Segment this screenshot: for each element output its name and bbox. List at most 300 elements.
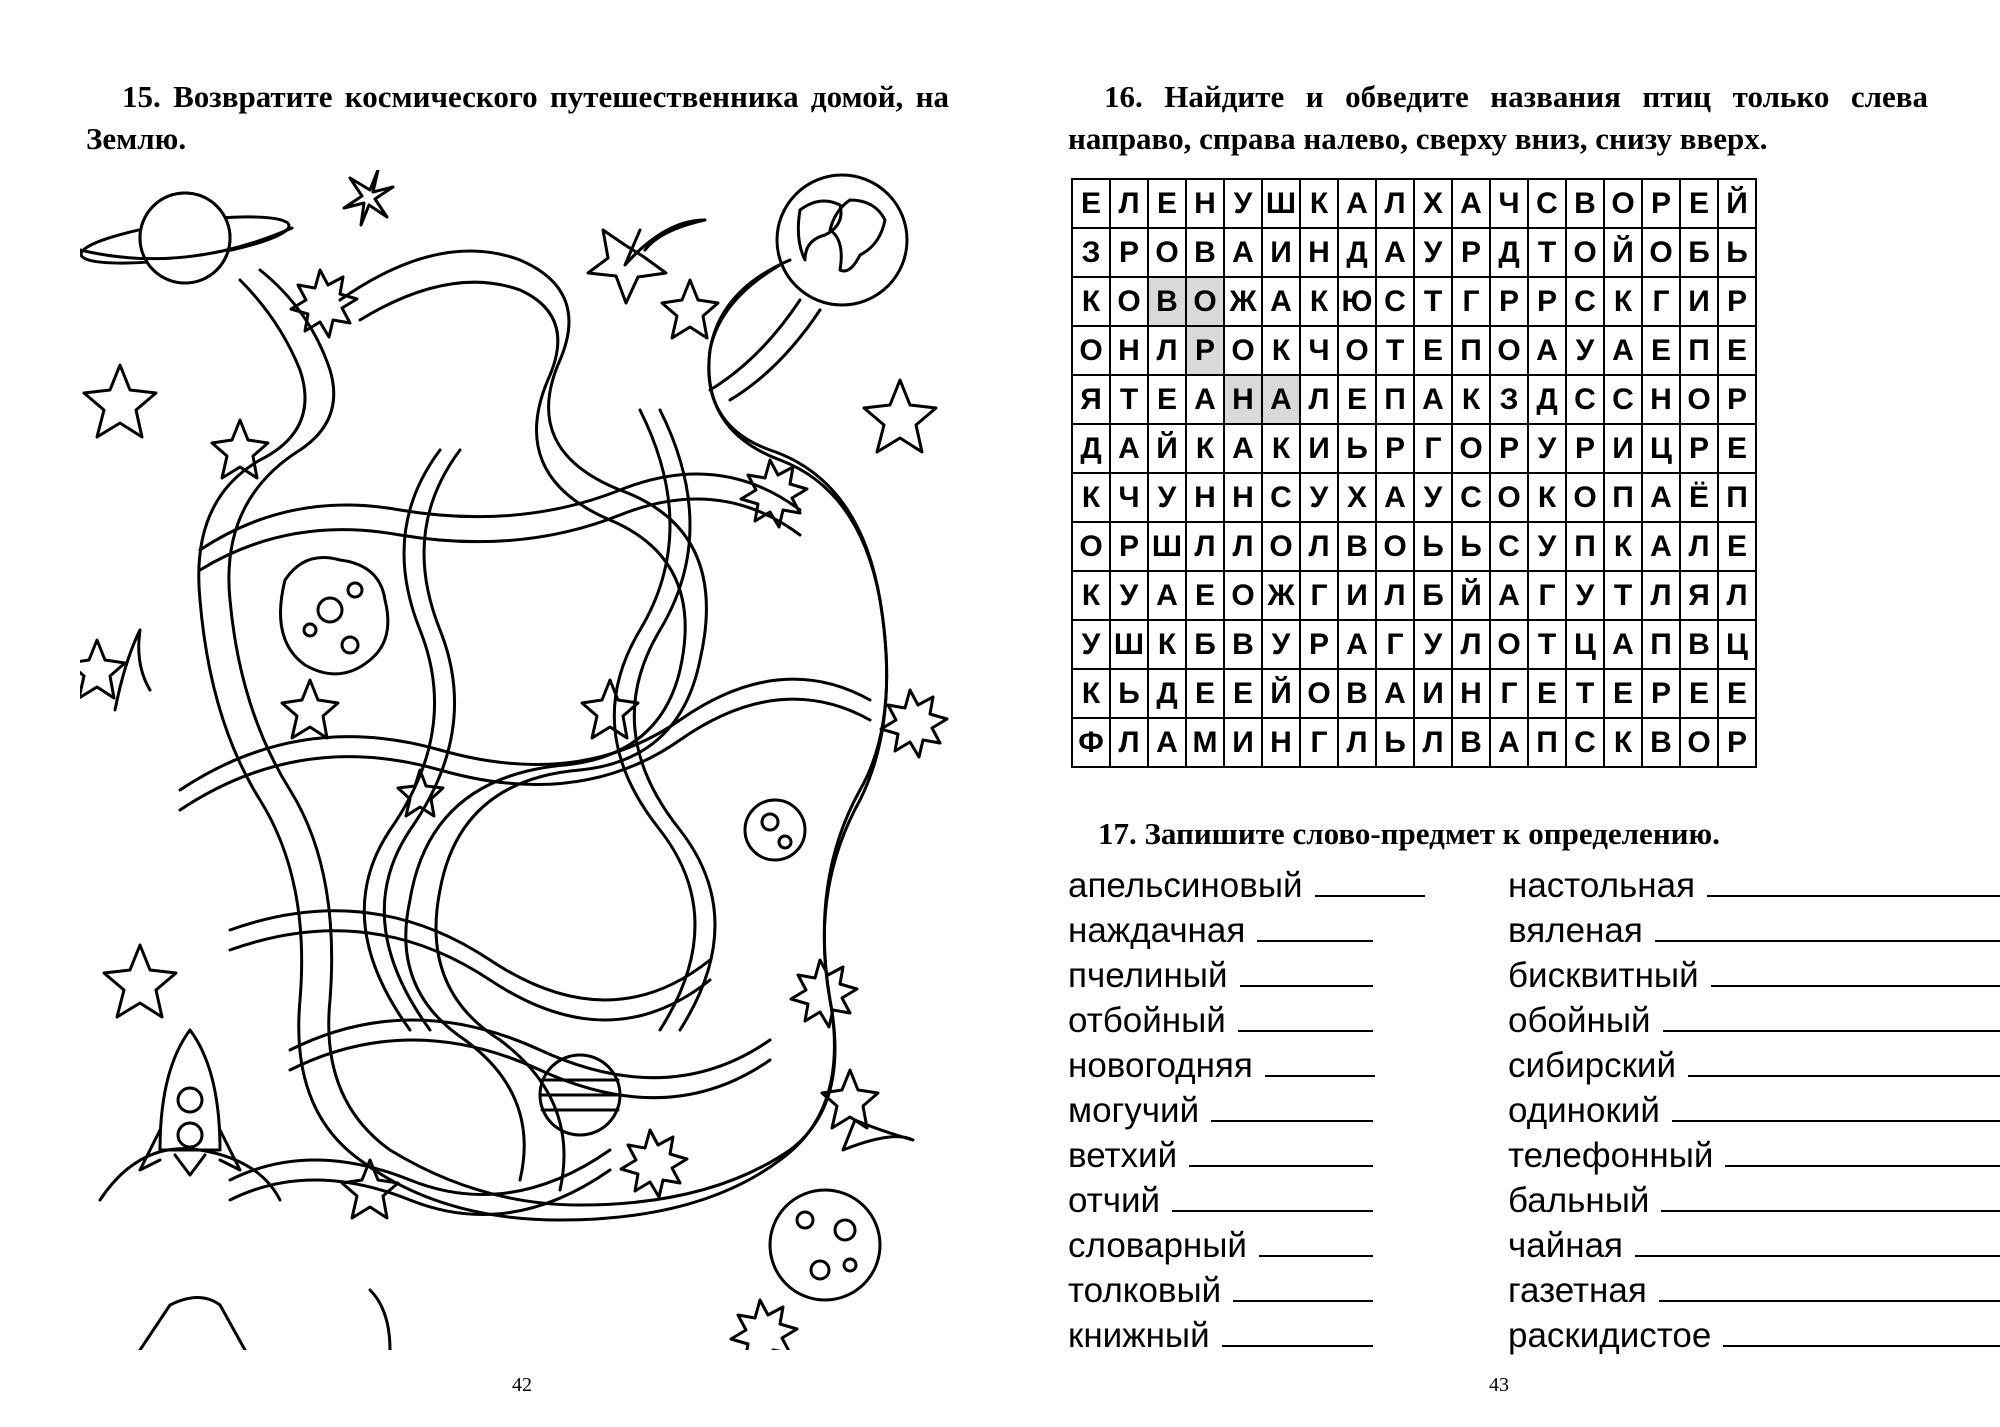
grid-cell[interactable]: К bbox=[1300, 277, 1338, 326]
grid-cell[interactable]: З bbox=[1490, 375, 1528, 424]
spotted-planet-icon bbox=[770, 1190, 880, 1300]
grid-cell[interactable]: А bbox=[1224, 228, 1262, 277]
grid-cell[interactable]: Ь bbox=[1338, 424, 1376, 473]
answer-line[interactable] bbox=[1211, 1090, 1373, 1122]
grid-cell[interactable]: И bbox=[1604, 424, 1642, 473]
grid-cell[interactable]: Г bbox=[1642, 277, 1680, 326]
definition-row bbox=[1508, 953, 2000, 998]
grid-cell[interactable]: В bbox=[1452, 718, 1490, 767]
definition-row bbox=[1508, 1043, 2000, 1088]
grid-cell[interactable]: У bbox=[1528, 522, 1566, 571]
grid-cell[interactable]: Й bbox=[1452, 571, 1490, 620]
grid-cell[interactable]: В bbox=[1224, 620, 1262, 669]
definition-row bbox=[1068, 1088, 1425, 1133]
grid-cell[interactable]: Л bbox=[1718, 571, 1756, 620]
grid-cell[interactable]: Р bbox=[1110, 522, 1148, 571]
answer-line[interactable] bbox=[1222, 1315, 1373, 1347]
grid-cell[interactable]: С bbox=[1566, 375, 1604, 424]
rocket-icon bbox=[100, 1030, 280, 1200]
definition-word: толковый bbox=[1068, 1271, 1222, 1310]
grid-cell[interactable]: Д bbox=[1528, 375, 1566, 424]
grid-cell[interactable]: И bbox=[1338, 571, 1376, 620]
grid-cell[interactable]: С bbox=[1528, 179, 1566, 228]
grid-cell[interactable]: Б bbox=[1186, 620, 1224, 669]
answer-line[interactable] bbox=[1240, 955, 1373, 987]
answer-line[interactable] bbox=[1257, 910, 1373, 942]
grid-cell[interactable]: Г bbox=[1300, 571, 1338, 620]
definition-word: обойный bbox=[1508, 1001, 1651, 1040]
grid-cell[interactable]: О bbox=[1300, 669, 1338, 718]
grid-cell[interactable]: П bbox=[1718, 473, 1756, 522]
grid-cell[interactable]: Е bbox=[1528, 669, 1566, 718]
grid-cell[interactable]: Е bbox=[1718, 669, 1756, 718]
grid-cell[interactable]: А bbox=[1490, 571, 1528, 620]
grid-row bbox=[1072, 179, 1756, 228]
grid-cell[interactable]: О bbox=[1110, 277, 1148, 326]
task-16-title: 16. Найдите и обведите названия птиц только слева направо, справа налево, сверху вниз, снизу вверх. bbox=[1068, 79, 1928, 156]
grid-cell[interactable]: Р bbox=[1718, 375, 1756, 424]
answer-line[interactable] bbox=[1315, 865, 1425, 897]
grid-cell[interactable]: К bbox=[1528, 473, 1566, 522]
definition-row bbox=[1068, 998, 1425, 1043]
grid-cell[interactable]: А bbox=[1376, 473, 1414, 522]
grid-cell[interactable]: Т bbox=[1528, 228, 1566, 277]
grid-cell[interactable]: Й bbox=[1148, 424, 1186, 473]
grid-cell[interactable]: К bbox=[1148, 620, 1186, 669]
grid-cell[interactable]: Е bbox=[1072, 179, 1110, 228]
grid-cell[interactable]: У bbox=[1262, 620, 1300, 669]
grid-cell[interactable]: У bbox=[1566, 326, 1604, 375]
answer-line[interactable] bbox=[1725, 1135, 2000, 1167]
definitions-left-column bbox=[1068, 863, 1425, 1358]
grid-cell[interactable]: С bbox=[1604, 375, 1642, 424]
grid-cell[interactable]: Ц bbox=[1566, 620, 1604, 669]
comet-icon bbox=[625, 220, 705, 265]
grid-cell[interactable]: О bbox=[1224, 326, 1262, 375]
definition-row bbox=[1508, 1088, 2000, 1133]
grid-cell[interactable]: Е bbox=[1186, 571, 1224, 620]
grid-cell[interactable]: С bbox=[1566, 277, 1604, 326]
grid-cell[interactable]: П bbox=[1680, 326, 1718, 375]
grid-cell[interactable]: О bbox=[1186, 277, 1224, 326]
definition-word: новогодняя bbox=[1068, 1046, 1253, 1085]
grid-cell[interactable]: Е bbox=[1680, 179, 1718, 228]
grid-cell[interactable]: К bbox=[1262, 424, 1300, 473]
grid-cell[interactable]: Ц bbox=[1718, 620, 1756, 669]
grid-row bbox=[1072, 375, 1756, 424]
grid-cell[interactable]: Ё bbox=[1680, 473, 1718, 522]
grid-cell[interactable]: Ф bbox=[1072, 718, 1110, 767]
grid-cell[interactable]: Ь bbox=[1414, 522, 1452, 571]
grid-cell[interactable]: Л bbox=[1110, 718, 1148, 767]
grid-cell[interactable]: В bbox=[1566, 179, 1604, 228]
grid-cell[interactable]: Р bbox=[1528, 277, 1566, 326]
answer-line[interactable] bbox=[1189, 1135, 1373, 1167]
grid-cell[interactable]: Ж bbox=[1262, 571, 1300, 620]
grid-cell[interactable]: Р bbox=[1566, 424, 1604, 473]
grid-cell[interactable]: Г bbox=[1376, 620, 1414, 669]
grid-cell[interactable]: К bbox=[1072, 473, 1110, 522]
grid-cell[interactable]: Й bbox=[1604, 228, 1642, 277]
grid-cell[interactable]: Н bbox=[1186, 473, 1224, 522]
grid-cell[interactable]: Н bbox=[1224, 473, 1262, 522]
grid-cell[interactable]: О bbox=[1452, 424, 1490, 473]
grid-cell[interactable]: О bbox=[1224, 571, 1262, 620]
answer-line[interactable] bbox=[1259, 1225, 1373, 1257]
grid-cell[interactable]: Л bbox=[1376, 179, 1414, 228]
grid-cell[interactable]: Е bbox=[1148, 375, 1186, 424]
grid-cell[interactable]: Б bbox=[1414, 571, 1452, 620]
grid-cell[interactable]: О bbox=[1072, 326, 1110, 375]
grid-cell[interactable]: Т bbox=[1414, 277, 1452, 326]
grid-cell[interactable]: К bbox=[1604, 522, 1642, 571]
definition-word: бисквитный bbox=[1508, 956, 1699, 995]
grid-cell[interactable]: А bbox=[1452, 179, 1490, 228]
grid-cell[interactable]: Д bbox=[1338, 228, 1376, 277]
grid-cell[interactable]: С bbox=[1452, 473, 1490, 522]
burst-icon bbox=[881, 690, 947, 757]
star-icon bbox=[104, 945, 176, 1017]
grid-cell[interactable]: О bbox=[1490, 620, 1528, 669]
grid-cell[interactable]: В bbox=[1642, 718, 1680, 767]
grid-row bbox=[1072, 473, 1756, 522]
grid-cell[interactable]: Ж bbox=[1224, 277, 1262, 326]
grid-cell[interactable]: С bbox=[1490, 522, 1528, 571]
grid-cell[interactable]: Л bbox=[1110, 179, 1148, 228]
grid-cell[interactable]: Р bbox=[1186, 326, 1224, 375]
definition-word: телефонный bbox=[1508, 1136, 1714, 1175]
grid-cell[interactable]: Л bbox=[1300, 522, 1338, 571]
task-15-title: 15. Возвратите космического путешественника домой, на Землю. bbox=[86, 79, 949, 156]
grid-cell[interactable]: Д bbox=[1072, 424, 1110, 473]
definition-row bbox=[1068, 908, 1425, 953]
grid-cell[interactable]: О bbox=[1680, 375, 1718, 424]
grid-cell[interactable]: Г bbox=[1528, 571, 1566, 620]
definition-row bbox=[1508, 998, 2000, 1043]
grid-cell[interactable]: А bbox=[1490, 718, 1528, 767]
grid-cell[interactable]: О bbox=[1680, 718, 1718, 767]
grid-cell[interactable]: Е bbox=[1680, 669, 1718, 718]
grid-cell[interactable]: В bbox=[1338, 522, 1376, 571]
grid-cell[interactable]: Е bbox=[1224, 669, 1262, 718]
star-icon bbox=[662, 280, 718, 338]
grid-cell[interactable]: Е bbox=[1148, 179, 1186, 228]
grid-cell[interactable]: О bbox=[1566, 228, 1604, 277]
grid-cell[interactable]: В bbox=[1338, 669, 1376, 718]
grid-row bbox=[1072, 620, 1756, 669]
grid-cell[interactable]: С bbox=[1262, 473, 1300, 522]
grid-cell[interactable]: Д bbox=[1490, 228, 1528, 277]
grid-cell[interactable]: Л bbox=[1642, 571, 1680, 620]
grid-cell[interactable]: А bbox=[1148, 718, 1186, 767]
grid-cell[interactable]: З bbox=[1072, 228, 1110, 277]
grid-cell[interactable]: К bbox=[1072, 277, 1110, 326]
grid-cell[interactable]: Т bbox=[1604, 571, 1642, 620]
grid-row bbox=[1072, 424, 1756, 473]
definition-row bbox=[1068, 953, 1425, 998]
answer-line[interactable] bbox=[1655, 910, 2000, 942]
grid-cell[interactable]: П bbox=[1642, 620, 1680, 669]
grid-cell[interactable]: Ц bbox=[1642, 424, 1680, 473]
grid-cell[interactable]: Е bbox=[1414, 326, 1452, 375]
grid-cell[interactable]: О bbox=[1376, 522, 1414, 571]
grid-cell[interactable]: Й bbox=[1718, 179, 1756, 228]
grid-cell[interactable]: К bbox=[1300, 179, 1338, 228]
grid-cell[interactable]: А bbox=[1110, 424, 1148, 473]
grid-cell[interactable]: А bbox=[1186, 375, 1224, 424]
grid-cell[interactable]: А bbox=[1262, 277, 1300, 326]
grid-cell[interactable]: А bbox=[1338, 179, 1376, 228]
grid-cell[interactable]: Р bbox=[1718, 718, 1756, 767]
grid-cell[interactable]: Г bbox=[1414, 424, 1452, 473]
grid-cell[interactable]: Т bbox=[1110, 375, 1148, 424]
grid-cell[interactable]: А bbox=[1338, 620, 1376, 669]
grid-cell[interactable]: Р bbox=[1376, 424, 1414, 473]
grid-cell[interactable]: О bbox=[1262, 522, 1300, 571]
grid-row bbox=[1072, 277, 1756, 326]
grid-cell[interactable]: Л bbox=[1148, 326, 1186, 375]
right-page bbox=[1000, 0, 2000, 1427]
grid-cell[interactable]: Л bbox=[1186, 522, 1224, 571]
grid-cell[interactable]: К bbox=[1072, 669, 1110, 718]
grid-cell[interactable]: В bbox=[1186, 228, 1224, 277]
definition-word: отбойный bbox=[1068, 1001, 1226, 1040]
grid-cell[interactable]: Р bbox=[1110, 228, 1148, 277]
definition-word: могучий bbox=[1068, 1091, 1200, 1130]
grid-cell[interactable]: Г bbox=[1490, 669, 1528, 718]
grid-cell[interactable]: Ь bbox=[1718, 228, 1756, 277]
definition-row bbox=[1508, 1133, 2000, 1178]
grid-cell[interactable]: А bbox=[1224, 424, 1262, 473]
space-maze bbox=[80, 170, 960, 1350]
grid-cell[interactable]: Н bbox=[1642, 375, 1680, 424]
answer-line[interactable] bbox=[1688, 1045, 2000, 1077]
grid-cell[interactable]: Р bbox=[1642, 179, 1680, 228]
grid-cell[interactable]: Ч bbox=[1490, 179, 1528, 228]
grid-cell[interactable]: А bbox=[1148, 571, 1186, 620]
grid-cell[interactable]: Р bbox=[1680, 424, 1718, 473]
grid-cell[interactable]: И bbox=[1680, 277, 1718, 326]
grid-cell[interactable]: Р bbox=[1452, 228, 1490, 277]
grid-cell[interactable]: О bbox=[1148, 228, 1186, 277]
grid-cell[interactable]: О bbox=[1490, 326, 1528, 375]
answer-line[interactable] bbox=[1661, 1180, 2000, 1212]
grid-cell[interactable]: Т bbox=[1566, 669, 1604, 718]
grid-cell[interactable]: Е bbox=[1604, 669, 1642, 718]
grid-cell[interactable]: Е bbox=[1338, 375, 1376, 424]
grid-cell[interactable]: О bbox=[1566, 473, 1604, 522]
star-icon bbox=[282, 680, 338, 738]
grid-cell[interactable]: Ь bbox=[1452, 522, 1490, 571]
definition-row bbox=[1068, 1268, 1425, 1313]
grid-cell[interactable]: Р bbox=[1490, 424, 1528, 473]
grid-cell[interactable]: А bbox=[1376, 228, 1414, 277]
grid-cell[interactable]: Л bbox=[1680, 522, 1718, 571]
definition-word: словарный bbox=[1068, 1226, 1247, 1265]
grid-cell[interactable]: Н bbox=[1224, 375, 1262, 424]
grid-cell[interactable]: Й bbox=[1262, 669, 1300, 718]
answer-line[interactable] bbox=[1711, 955, 2000, 987]
grid-cell[interactable]: Ь bbox=[1376, 718, 1414, 767]
grid-cell[interactable]: П bbox=[1566, 522, 1604, 571]
grid-row bbox=[1072, 669, 1756, 718]
answer-line[interactable] bbox=[1238, 1000, 1373, 1032]
definition-word: раскидистое bbox=[1508, 1316, 1712, 1355]
grid-cell[interactable]: Н bbox=[1452, 669, 1490, 718]
grid-cell[interactable]: А bbox=[1528, 326, 1566, 375]
grid-cell[interactable]: Я bbox=[1680, 571, 1718, 620]
grid-cell[interactable]: Я bbox=[1072, 375, 1110, 424]
definition-word: апельсиновый bbox=[1068, 866, 1303, 905]
grid-cell[interactable]: С bbox=[1376, 277, 1414, 326]
definition-row bbox=[1508, 1268, 2000, 1313]
star-icon bbox=[344, 170, 393, 225]
answer-line[interactable] bbox=[1672, 1090, 2000, 1122]
star-icon bbox=[212, 420, 268, 478]
grid-cell[interactable]: К bbox=[1262, 326, 1300, 375]
grid-cell[interactable]: И bbox=[1224, 718, 1262, 767]
maze-paths bbox=[180, 251, 887, 1220]
grid-cell[interactable]: Р bbox=[1490, 277, 1528, 326]
grid-cell[interactable]: У bbox=[1566, 571, 1604, 620]
grid-row bbox=[1072, 522, 1756, 571]
asteroid-icon bbox=[281, 558, 388, 674]
grid-cell[interactable]: У bbox=[1414, 473, 1452, 522]
grid-cell[interactable]: В bbox=[1680, 620, 1718, 669]
grid-cell[interactable]: Т bbox=[1376, 326, 1414, 375]
answer-line[interactable] bbox=[1659, 1270, 2000, 1302]
grid-cell[interactable]: Е bbox=[1718, 522, 1756, 571]
grid-cell[interactable]: А bbox=[1642, 473, 1680, 522]
grid-cell[interactable]: У bbox=[1414, 620, 1452, 669]
grid-cell[interactable]: Е bbox=[1186, 669, 1224, 718]
grid-cell[interactable]: К bbox=[1186, 424, 1224, 473]
grid-cell[interactable]: Р bbox=[1642, 669, 1680, 718]
grid-cell[interactable]: Л bbox=[1224, 522, 1262, 571]
grid-cell[interactable]: Ь bbox=[1110, 669, 1148, 718]
grid-row bbox=[1072, 326, 1756, 375]
grid-cell[interactable]: П bbox=[1604, 473, 1642, 522]
grid-cell[interactable]: У bbox=[1148, 473, 1186, 522]
definition-word: книжный bbox=[1068, 1316, 1210, 1355]
answer-line[interactable] bbox=[1707, 865, 2000, 897]
volcano-icon bbox=[140, 1298, 245, 1351]
star-icon bbox=[582, 680, 638, 738]
grid-cell[interactable]: Н bbox=[1186, 179, 1224, 228]
grid-cell[interactable]: У bbox=[1072, 620, 1110, 669]
definition-word: пчелиный bbox=[1068, 956, 1228, 995]
grid-cell[interactable]: О bbox=[1072, 522, 1110, 571]
grid-cell[interactable]: А bbox=[1604, 620, 1642, 669]
grid-cell[interactable]: Р bbox=[1300, 620, 1338, 669]
grid-cell[interactable]: О bbox=[1604, 179, 1642, 228]
definition-word: ветхий bbox=[1068, 1136, 1178, 1175]
answer-line[interactable] bbox=[1265, 1045, 1375, 1077]
grid-cell[interactable]: Ш bbox=[1110, 620, 1148, 669]
grid-cell[interactable]: Б bbox=[1680, 228, 1718, 277]
grid-cell[interactable]: А bbox=[1414, 375, 1452, 424]
grid-cell[interactable]: М bbox=[1186, 718, 1224, 767]
moon-icon bbox=[745, 800, 805, 860]
grid-cell[interactable]: У bbox=[1414, 228, 1452, 277]
answer-line[interactable] bbox=[1723, 1315, 2000, 1347]
grid-cell[interactable]: У bbox=[1224, 179, 1262, 228]
definition-row bbox=[1068, 1178, 1425, 1223]
grid-cell[interactable]: С bbox=[1566, 718, 1604, 767]
grid-cell[interactable]: П bbox=[1452, 326, 1490, 375]
definition-row bbox=[1068, 1043, 1425, 1088]
definition-row bbox=[1508, 863, 2000, 908]
grid-cell[interactable]: П bbox=[1376, 375, 1414, 424]
grid-cell[interactable]: О bbox=[1642, 228, 1680, 277]
grid-cell[interactable]: А bbox=[1262, 375, 1300, 424]
definition-word: вяленая bbox=[1508, 911, 1643, 950]
grid-cell[interactable]: Н bbox=[1110, 326, 1148, 375]
grid-cell[interactable]: В bbox=[1148, 277, 1186, 326]
grid-cell[interactable]: Н bbox=[1300, 228, 1338, 277]
grid-cell[interactable]: У bbox=[1300, 473, 1338, 522]
grid-cell[interactable]: Л bbox=[1414, 718, 1452, 767]
grid-cell[interactable]: И bbox=[1300, 424, 1338, 473]
grid-cell[interactable]: И bbox=[1414, 669, 1452, 718]
grid-cell[interactable]: О bbox=[1338, 326, 1376, 375]
grid-cell[interactable]: А bbox=[1642, 522, 1680, 571]
grid-cell[interactable]: Х bbox=[1338, 473, 1376, 522]
grid-cell[interactable]: У bbox=[1110, 571, 1148, 620]
grid-cell[interactable]: Е bbox=[1718, 326, 1756, 375]
grid-cell[interactable]: Е bbox=[1642, 326, 1680, 375]
answer-line[interactable] bbox=[1663, 1000, 2000, 1032]
grid-cell[interactable]: Д bbox=[1148, 669, 1186, 718]
grid-cell[interactable]: К bbox=[1604, 718, 1642, 767]
definition-row bbox=[1508, 1313, 2000, 1358]
grid-cell[interactable]: К bbox=[1604, 277, 1642, 326]
grid-cell[interactable]: И bbox=[1262, 228, 1300, 277]
grid-cell[interactable]: Е bbox=[1718, 424, 1756, 473]
grid-cell[interactable]: У bbox=[1528, 424, 1566, 473]
grid-row bbox=[1072, 571, 1756, 620]
grid-cell[interactable]: Ю bbox=[1338, 277, 1376, 326]
answer-line[interactable] bbox=[1635, 1225, 2000, 1257]
grid-cell[interactable]: Г bbox=[1452, 277, 1490, 326]
grid-cell[interactable]: Р bbox=[1718, 277, 1756, 326]
grid-cell[interactable]: Л bbox=[1338, 718, 1376, 767]
grid-cell[interactable]: Л bbox=[1376, 571, 1414, 620]
grid-cell[interactable]: К bbox=[1452, 375, 1490, 424]
burst-icon bbox=[291, 270, 357, 337]
grid-cell[interactable]: А bbox=[1604, 326, 1642, 375]
grid-cell[interactable]: О bbox=[1490, 473, 1528, 522]
grid-cell[interactable]: Л bbox=[1452, 620, 1490, 669]
answer-line[interactable] bbox=[1172, 1180, 1373, 1212]
grid-cell[interactable]: Л bbox=[1300, 375, 1338, 424]
grid-cell[interactable]: Ч bbox=[1300, 326, 1338, 375]
grid-cell[interactable]: Т bbox=[1528, 620, 1566, 669]
definition-word: чайная bbox=[1508, 1226, 1623, 1265]
grid-cell[interactable]: Ш bbox=[1148, 522, 1186, 571]
grid-cell[interactable]: Н bbox=[1262, 718, 1300, 767]
grid-cell[interactable]: Ш bbox=[1262, 179, 1300, 228]
answer-line[interactable] bbox=[1233, 1270, 1373, 1302]
burst-icon bbox=[791, 960, 857, 1027]
grid-cell[interactable]: К bbox=[1072, 571, 1110, 620]
grid-row bbox=[1072, 228, 1756, 277]
grid-cell[interactable]: Г bbox=[1300, 718, 1338, 767]
grid-cell[interactable]: П bbox=[1528, 718, 1566, 767]
grid-cell[interactable]: А bbox=[1376, 669, 1414, 718]
grid-cell[interactable]: Х bbox=[1414, 179, 1452, 228]
grid-cell[interactable]: Ч bbox=[1110, 473, 1148, 522]
